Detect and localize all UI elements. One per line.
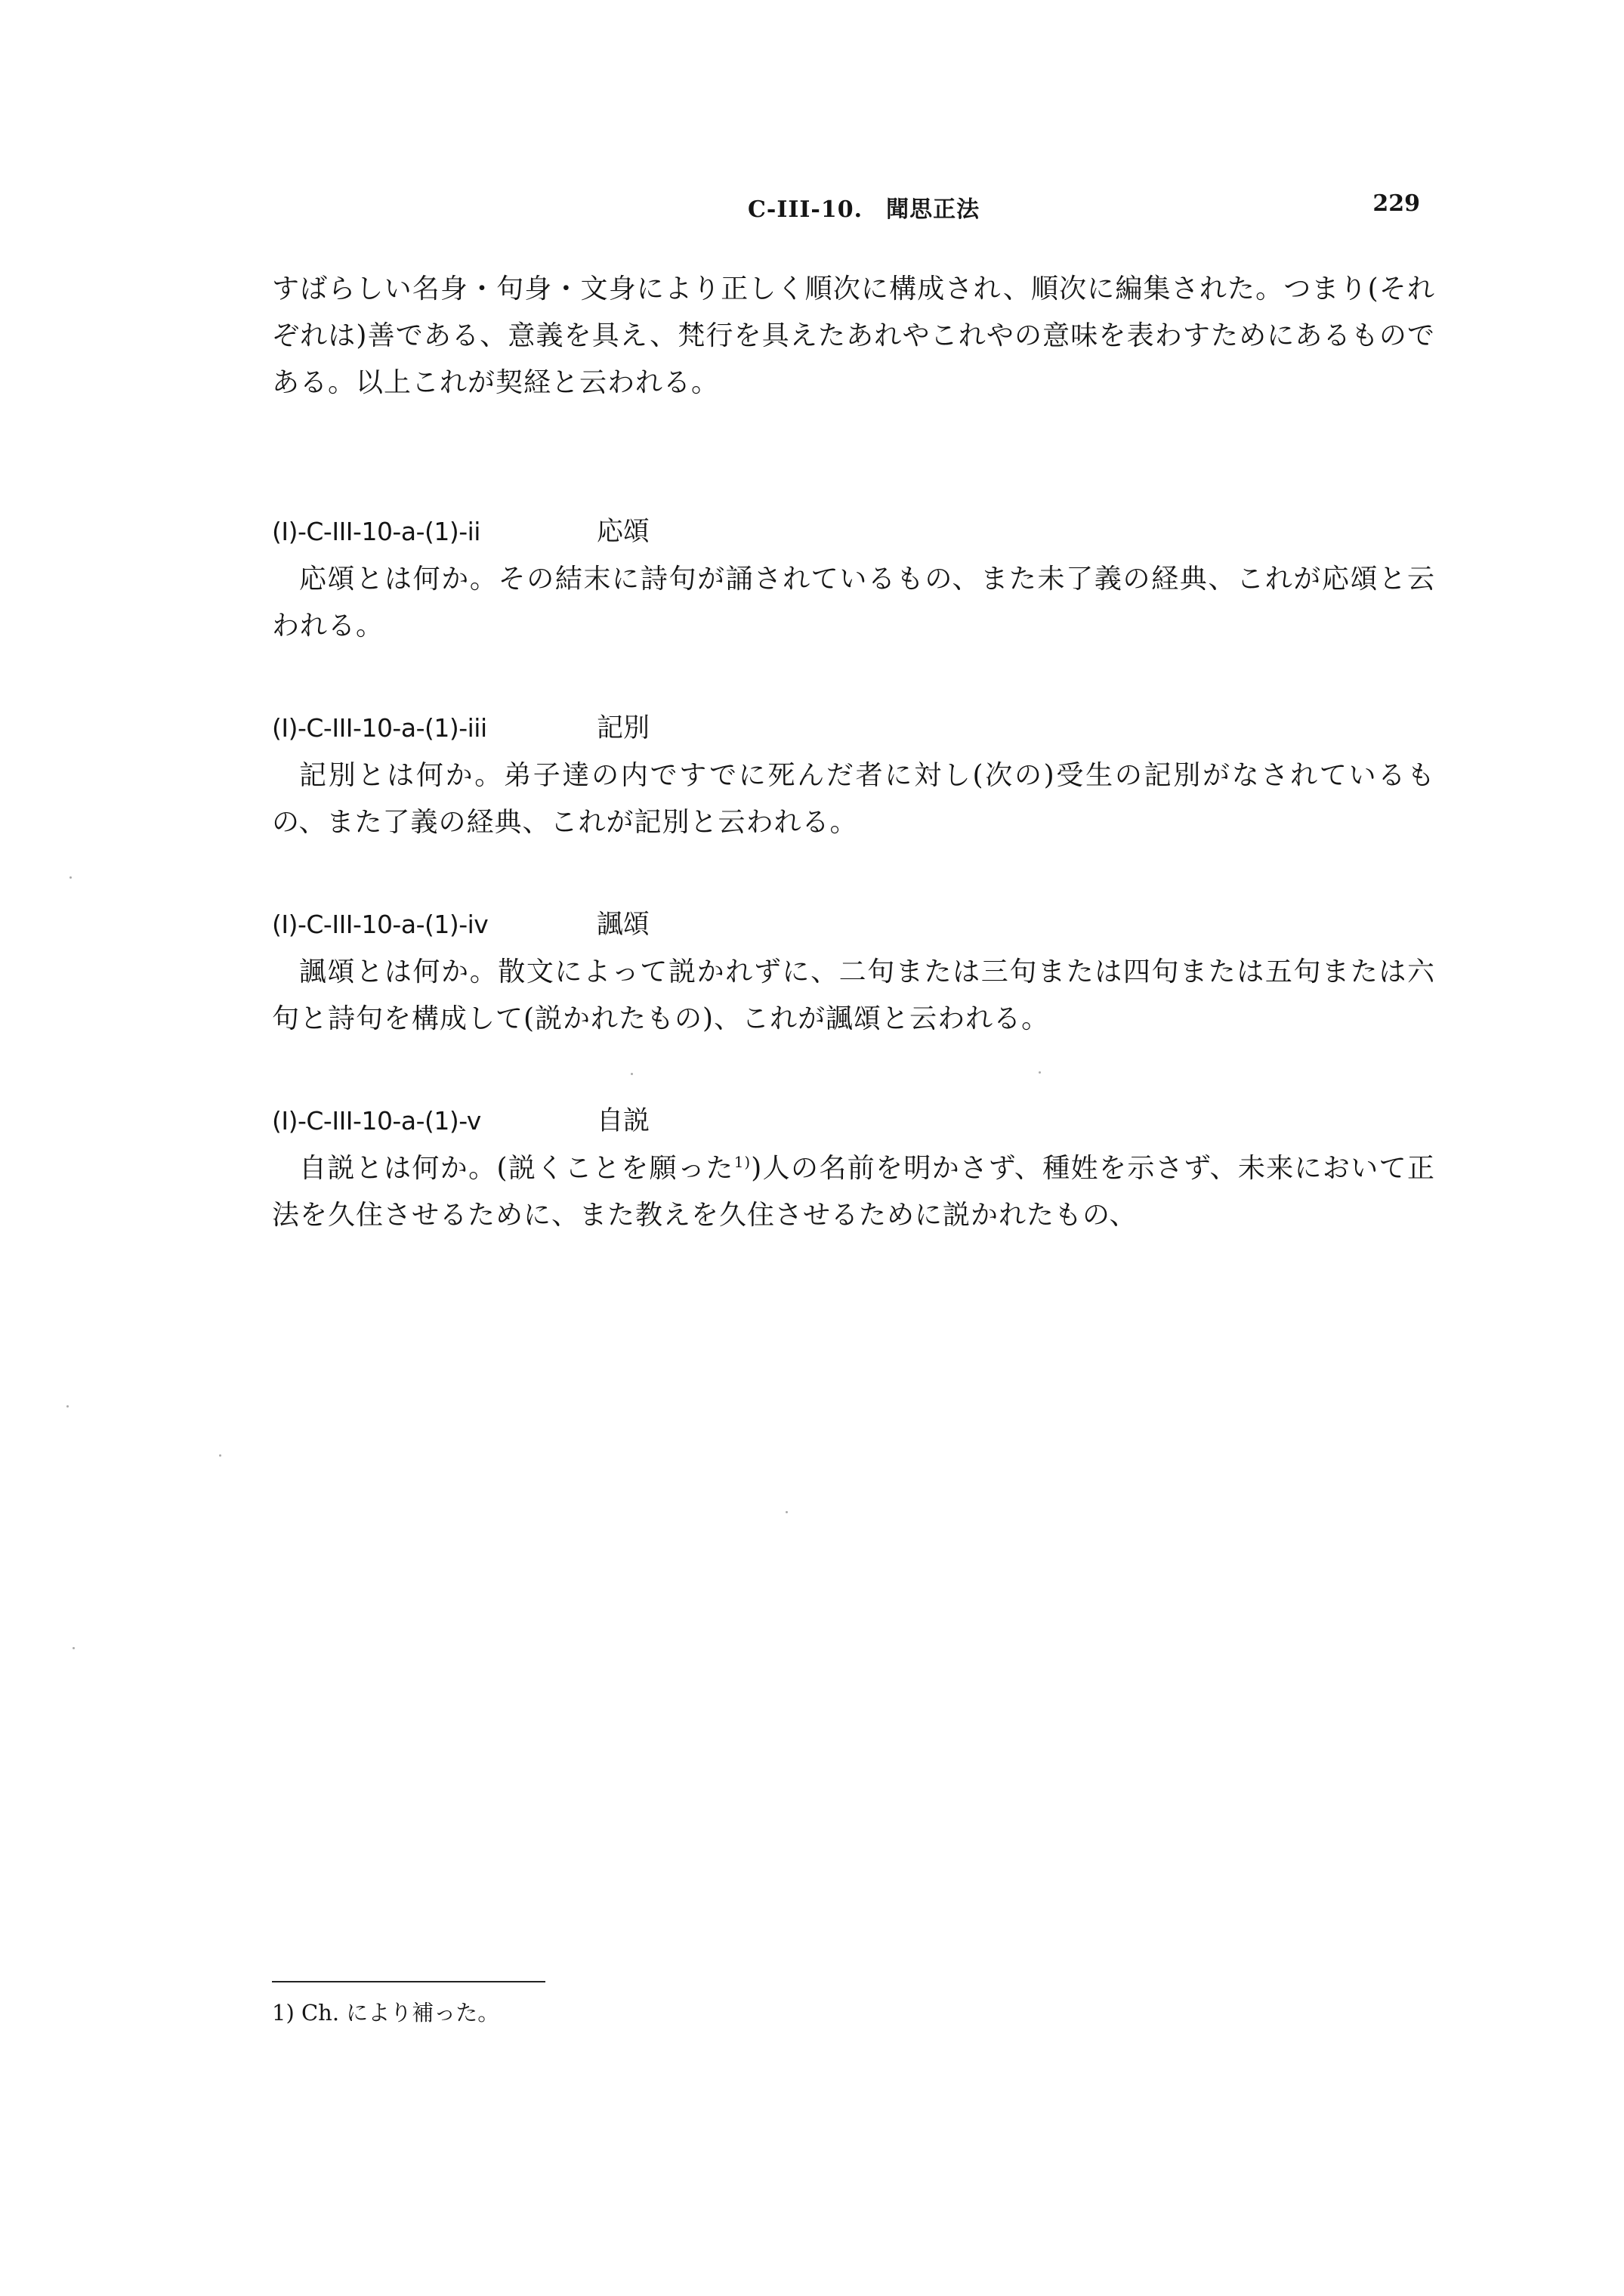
- section-term: 記別: [597, 713, 650, 743]
- footnote-divider: [272, 1981, 545, 1982]
- section-id: (I)-C-III-10-a-(1)-iii: [272, 713, 487, 743]
- section-body: 記別とは何か。弟子達の内ですでに死んだ者に対し(次の)受生の記別がなされているもの、また了義の経典、これが記別と云われる。: [272, 760, 1435, 838]
- section-fuju: [272, 904, 1435, 1043]
- section-jisetsu: [272, 1100, 1435, 1239]
- section-term: 諷頌: [597, 910, 650, 940]
- section-heading: [272, 707, 1435, 752]
- section-term: 応頌: [597, 517, 650, 547]
- scan-speck: [786, 1511, 788, 1513]
- scan-speck: [66, 1405, 69, 1408]
- section-id: (I)-C-III-10-a-(1)-iv: [272, 910, 489, 939]
- page-number: 229: [1372, 190, 1420, 217]
- scan-speck: [69, 876, 72, 879]
- section-body-start: 自説とは何か。(説くことを願った: [299, 1153, 734, 1184]
- scan-speck: [73, 1647, 75, 1649]
- running-title: C-III-10. 聞思正法: [748, 196, 980, 223]
- footnote: 1) Ch. により補った。: [272, 2000, 500, 2026]
- section-heading: [272, 1100, 1435, 1145]
- scan-speck: [631, 1073, 633, 1075]
- section-heading: [272, 904, 1435, 949]
- section-heading: [272, 511, 1435, 556]
- section-kibetsu: [272, 707, 1435, 846]
- scan-speck: [219, 1454, 221, 1457]
- footnote-reference: 1): [733, 1153, 752, 1171]
- section-body: 応頌とは何か。その結末に詩句が誦されているもの、また未了義の経典、これが応頌と云われる。: [272, 564, 1435, 641]
- section-body: 諷頌とは何か。散文によって説かれずに、二句または三句または四句または五句または六句と詩句を構成して(説かれたもの)、これが諷頌と云われる。: [272, 956, 1435, 1034]
- section-id: (I)-C-III-10-a-(1)-ii: [272, 517, 480, 546]
- section-id: (I)-C-III-10-a-(1)-v: [272, 1106, 481, 1136]
- scan-speck: [1039, 1071, 1041, 1074]
- intro-paragraph: すばらしい名身・句身・文身により正しく順次に構成され、順次に編集された。つまり(それぞれは)善である、意義を具え、梵行を具えたあれやこれやの意味を表わすためにあるものである。以上これが契経と云われる。: [272, 273, 1435, 398]
- section-oju: [272, 511, 1435, 650]
- section-body: [272, 1145, 1435, 1239]
- section-term: 自説: [597, 1106, 650, 1136]
- section-body-rest: )人の名前を明かさず、種姓を示さず、未来において正法を久住させるために、また教えを久住させるために説かれたもの、: [272, 1153, 1435, 1231]
